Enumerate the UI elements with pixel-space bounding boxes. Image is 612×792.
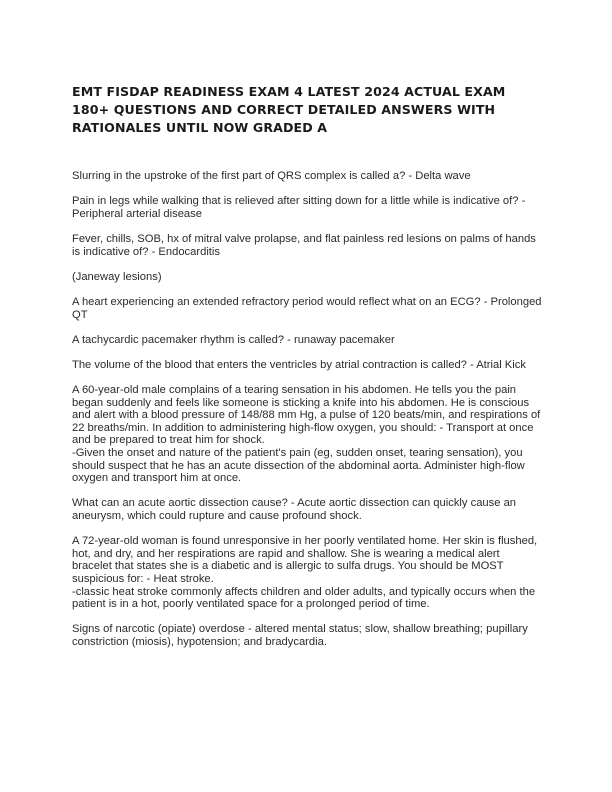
paragraph-janeway-lesions: (Janeway lesions) [72, 270, 162, 283]
paragraph-aortic-dissection-cause: What can an acute aortic dissection cause? - Acute aortic dissection can quickly cause an aneurysm, which could rupture and cause profound shock. [72, 497, 517, 523]
paragraph-atrial-kick: The volume of the blood that enters the ventricles by atrial contraction is called? - Atrial Kick [72, 358, 526, 371]
paragraph-opiate-overdose: Signs of narcotic (opiate) overdose - altered mental status; slow, shallow breathing; pupillary constriction (miosis), hypotension; and bradycardia. [72, 623, 528, 648]
paragraph-endocarditis: Fever, chills, SOB, hx of mitral valve prolapse, and flat painless red lesions on palms of hands is indicative of? - Endocarditis [72, 232, 536, 258]
paragraph-aortic-dissection-case: A 60-year-old male complains of a tearing sensation in his abdomen. He tells you the pain began suddenly and feels like someone is sticking a knife into his abdomen. He is conscious and alert with a blood pressure of 148/88 mm Hg, a pulse of 120 beats/min, and respirations of 22 breaths/min. In addition to administering high-flow oxygen, you should: - Transport at once and be prepared to treat him for shock. -Given the onset and nature of the patient's pain (eg, sudden onset, tearing sensation), you should suspect that he has an acute dissection of the abdominal aorta. Administer high-flow oxygen and transport him at once. [72, 384, 541, 485]
paragraph-heat-stroke: A 72-year-old woman is found unresponsive in her poorly ventilated home. Her skin is flushed, hot, and dry, and her respirations are rapid and shallow. She is wearing a medical alert bracelet that states she is a diabetic and is allergic to sulfa drugs. You should be MOST suspicious for: - Heat stroke. -classic heat stroke commonly affects children and older adults, and typically occurs when the patient is in a hot, poorly ventilated space for a prolonged period of time. [72, 535, 538, 611]
paragraph-peripheral-arterial-disease: Pain in legs while walking that is relieved after sitting down for a little while is indicative of? - Peripheral arterial disease [72, 195, 526, 220]
paragraph-prolonged-qt: A heart experiencing an extended refractory period would reflect what on an ECG? - Prolonged QT [72, 295, 542, 321]
paragraph-delta-wave: Slurring in the upstroke of the first part of QRS complex is called a? - Delta wave [72, 170, 471, 182]
document-title: EMT FISDAP READINESS EXAM 4 LATEST 2024 ACTUAL EXAM 180+ QUESTIONS AND CORRECT DETAILED ANSWERS WITH RATIONALES UNTIL NOW GRADED A [72, 84, 506, 135]
document-body [72, 170, 542, 661]
paragraph-runaway-pacemaker: A tachycardic pacemaker rhythm is called? - runaway pacemaker [72, 333, 395, 346]
